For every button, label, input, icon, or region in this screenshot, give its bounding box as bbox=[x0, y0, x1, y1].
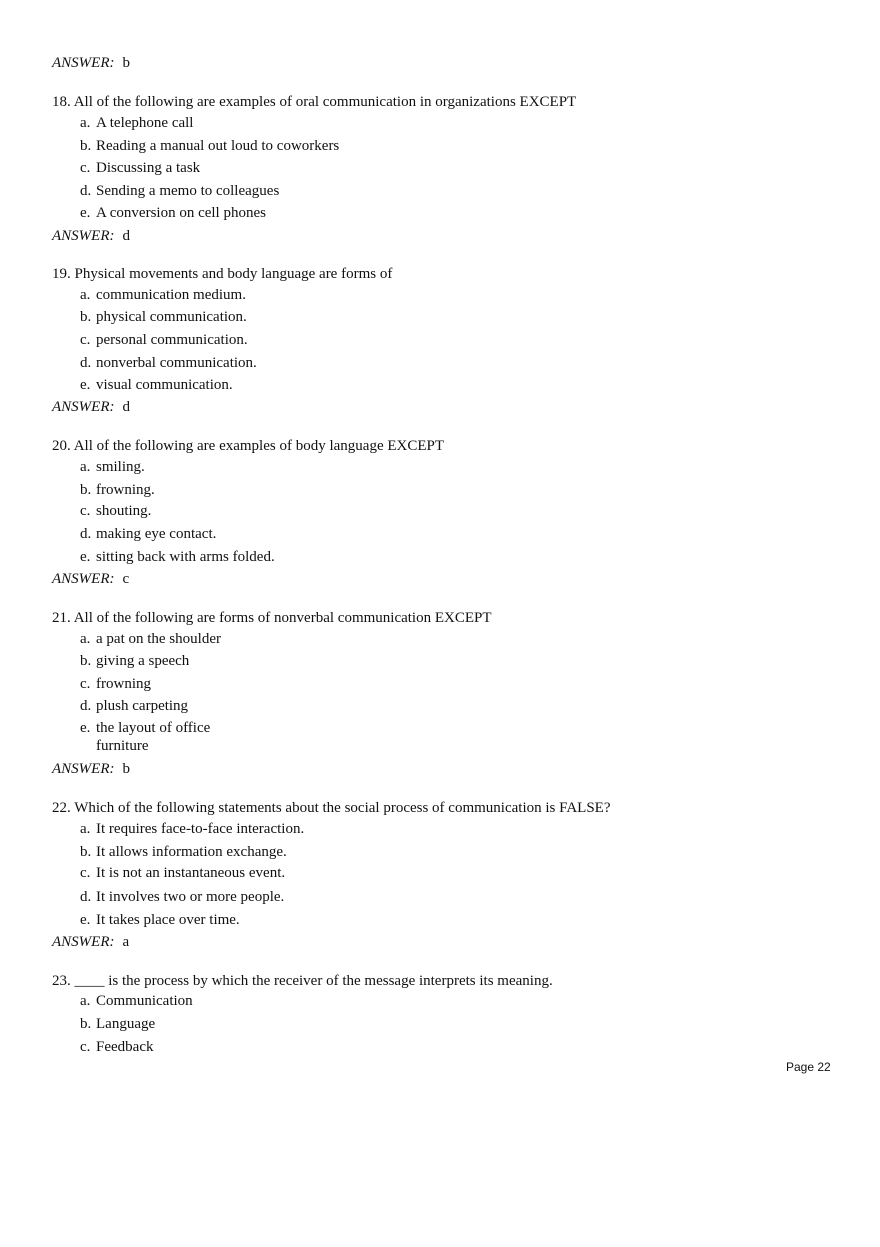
question-22 bbox=[52, 799, 611, 817]
option bbox=[80, 502, 151, 520]
option-text: It allows information exchange. bbox=[96, 844, 287, 860]
option-letter: e. bbox=[80, 912, 91, 928]
option-letter: d. bbox=[80, 183, 92, 199]
answer-label: ANSWER: bbox=[52, 571, 115, 587]
option bbox=[80, 864, 285, 882]
option bbox=[80, 820, 304, 838]
answer-line bbox=[52, 760, 130, 778]
option-text: Feedback bbox=[96, 1039, 154, 1055]
option-letter: b. bbox=[80, 1016, 92, 1032]
option-letter: c. bbox=[80, 1039, 91, 1055]
answer-line bbox=[52, 570, 129, 588]
option bbox=[80, 697, 188, 715]
option bbox=[80, 286, 246, 304]
option bbox=[80, 376, 233, 394]
option-letter: d. bbox=[80, 698, 92, 714]
answer-value: a bbox=[122, 934, 130, 950]
question-text: ____ is the process by which the receiver of the message interprets its meaning. bbox=[74, 973, 553, 989]
option-text: plush carpeting bbox=[96, 698, 189, 714]
option-continuation: furniture bbox=[96, 738, 149, 754]
answer-label: ANSWER: bbox=[52, 934, 115, 950]
option-text: a pat on the shoulder bbox=[96, 631, 221, 647]
option-letter: e. bbox=[80, 720, 91, 736]
answer-value: b bbox=[122, 55, 130, 71]
option bbox=[80, 548, 275, 566]
option-letter: e. bbox=[80, 205, 91, 221]
question-number: 18. bbox=[52, 94, 71, 110]
option bbox=[80, 630, 221, 648]
option-text: sitting back with arms folded. bbox=[96, 549, 275, 565]
option-letter: d. bbox=[80, 889, 92, 905]
answer-line bbox=[52, 933, 129, 951]
option-text: Discussing a task bbox=[96, 160, 201, 176]
question-19 bbox=[52, 265, 392, 283]
question-text: Physical movements and body language are forms of bbox=[74, 266, 393, 282]
answer-label: ANSWER: bbox=[52, 55, 115, 71]
option-text: making eye contact. bbox=[96, 526, 217, 542]
answer-line bbox=[52, 398, 130, 416]
option bbox=[80, 719, 210, 737]
option-letter: d. bbox=[80, 355, 92, 371]
answer-value: d bbox=[122, 228, 130, 244]
option-text: the layout of office bbox=[96, 720, 211, 736]
option-text: communication medium. bbox=[96, 287, 246, 303]
option-text: shouting. bbox=[96, 503, 152, 519]
question-20 bbox=[52, 437, 444, 455]
answer-label: ANSWER: bbox=[52, 761, 115, 777]
option-letter: e. bbox=[80, 549, 91, 565]
option-letter: e. bbox=[80, 377, 91, 393]
option bbox=[80, 525, 216, 543]
option bbox=[80, 1038, 153, 1056]
option-letter: a. bbox=[80, 821, 91, 837]
option-text: A conversion on cell phones bbox=[96, 205, 266, 221]
question-18 bbox=[52, 93, 576, 111]
option-letter: a. bbox=[80, 287, 91, 303]
option-text: physical communication. bbox=[96, 309, 247, 325]
question-number: 20. bbox=[52, 438, 71, 454]
option-letter: d. bbox=[80, 526, 92, 542]
option bbox=[80, 481, 155, 499]
answer-line bbox=[52, 227, 130, 245]
option-text: It requires face-to-face interaction. bbox=[96, 821, 305, 837]
answer-value: c bbox=[122, 571, 130, 587]
option-text: giving a speech bbox=[96, 653, 190, 669]
option-letter: b. bbox=[80, 653, 92, 669]
question-number: 23. bbox=[52, 973, 71, 989]
question-21 bbox=[52, 609, 492, 627]
option-letter: a. bbox=[80, 115, 91, 131]
option-text: It is not an instantaneous event. bbox=[96, 865, 286, 881]
option-text: Communication bbox=[96, 993, 193, 1009]
option-text: visual communication. bbox=[96, 377, 233, 393]
option-letter: a. bbox=[80, 993, 91, 1009]
option bbox=[80, 204, 266, 222]
option-text: A telephone call bbox=[96, 115, 194, 131]
answer-line bbox=[52, 54, 130, 72]
option bbox=[80, 1015, 155, 1033]
option-letter: b. bbox=[80, 309, 92, 325]
answer-label: ANSWER: bbox=[52, 228, 115, 244]
question-23 bbox=[52, 972, 553, 990]
question-text: All of the following are forms of nonverbal communication EXCEPT bbox=[73, 610, 492, 626]
option bbox=[80, 675, 151, 693]
question-text: All of the following are examples of oral communication in organizations EXCEPT bbox=[73, 94, 577, 110]
option bbox=[80, 331, 248, 349]
option-letter: c. bbox=[80, 332, 91, 348]
option-letter: b. bbox=[80, 138, 92, 154]
option bbox=[80, 308, 247, 326]
question-number: 19. bbox=[52, 266, 71, 282]
option-letter: c. bbox=[80, 865, 91, 881]
option-text: It involves two or more people. bbox=[96, 889, 285, 905]
option-text: It takes place over time. bbox=[96, 912, 240, 928]
option-letter: a. bbox=[80, 631, 91, 647]
option bbox=[80, 992, 193, 1010]
option bbox=[80, 137, 339, 155]
option-letter: b. bbox=[80, 844, 92, 860]
option bbox=[80, 843, 287, 861]
option-text: frowning. bbox=[96, 482, 155, 498]
option-text: Sending a memo to colleagues bbox=[96, 183, 280, 199]
option bbox=[80, 888, 284, 906]
question-number: 21. bbox=[52, 610, 71, 626]
question-text: All of the following are examples of body language EXCEPT bbox=[73, 438, 445, 454]
option-letter: b. bbox=[80, 482, 92, 498]
option bbox=[80, 159, 200, 177]
option bbox=[80, 114, 193, 132]
page-number: Page 22 bbox=[786, 1060, 831, 1074]
option bbox=[80, 458, 145, 476]
option-letter: a. bbox=[80, 459, 91, 475]
option-text: Reading a manual out loud to coworkers bbox=[96, 138, 340, 154]
option-text: smiling. bbox=[96, 459, 145, 475]
option-letter: c. bbox=[80, 503, 91, 519]
option-text: frowning bbox=[96, 676, 151, 692]
question-number: 22. bbox=[52, 800, 71, 816]
option-text: Language bbox=[96, 1016, 156, 1032]
option-letter: c. bbox=[80, 676, 91, 692]
answer-value: b bbox=[122, 761, 130, 777]
option bbox=[80, 652, 189, 670]
option bbox=[80, 911, 240, 929]
option-text: personal communication. bbox=[96, 332, 248, 348]
question-text: Which of the following statements about the social process of communication is FALSE? bbox=[74, 800, 611, 816]
option-letter: c. bbox=[80, 160, 91, 176]
option bbox=[80, 354, 257, 372]
option-text: nonverbal communication. bbox=[96, 355, 257, 371]
answer-value: d bbox=[122, 399, 130, 415]
answer-label: ANSWER: bbox=[52, 399, 115, 415]
option bbox=[80, 182, 279, 200]
